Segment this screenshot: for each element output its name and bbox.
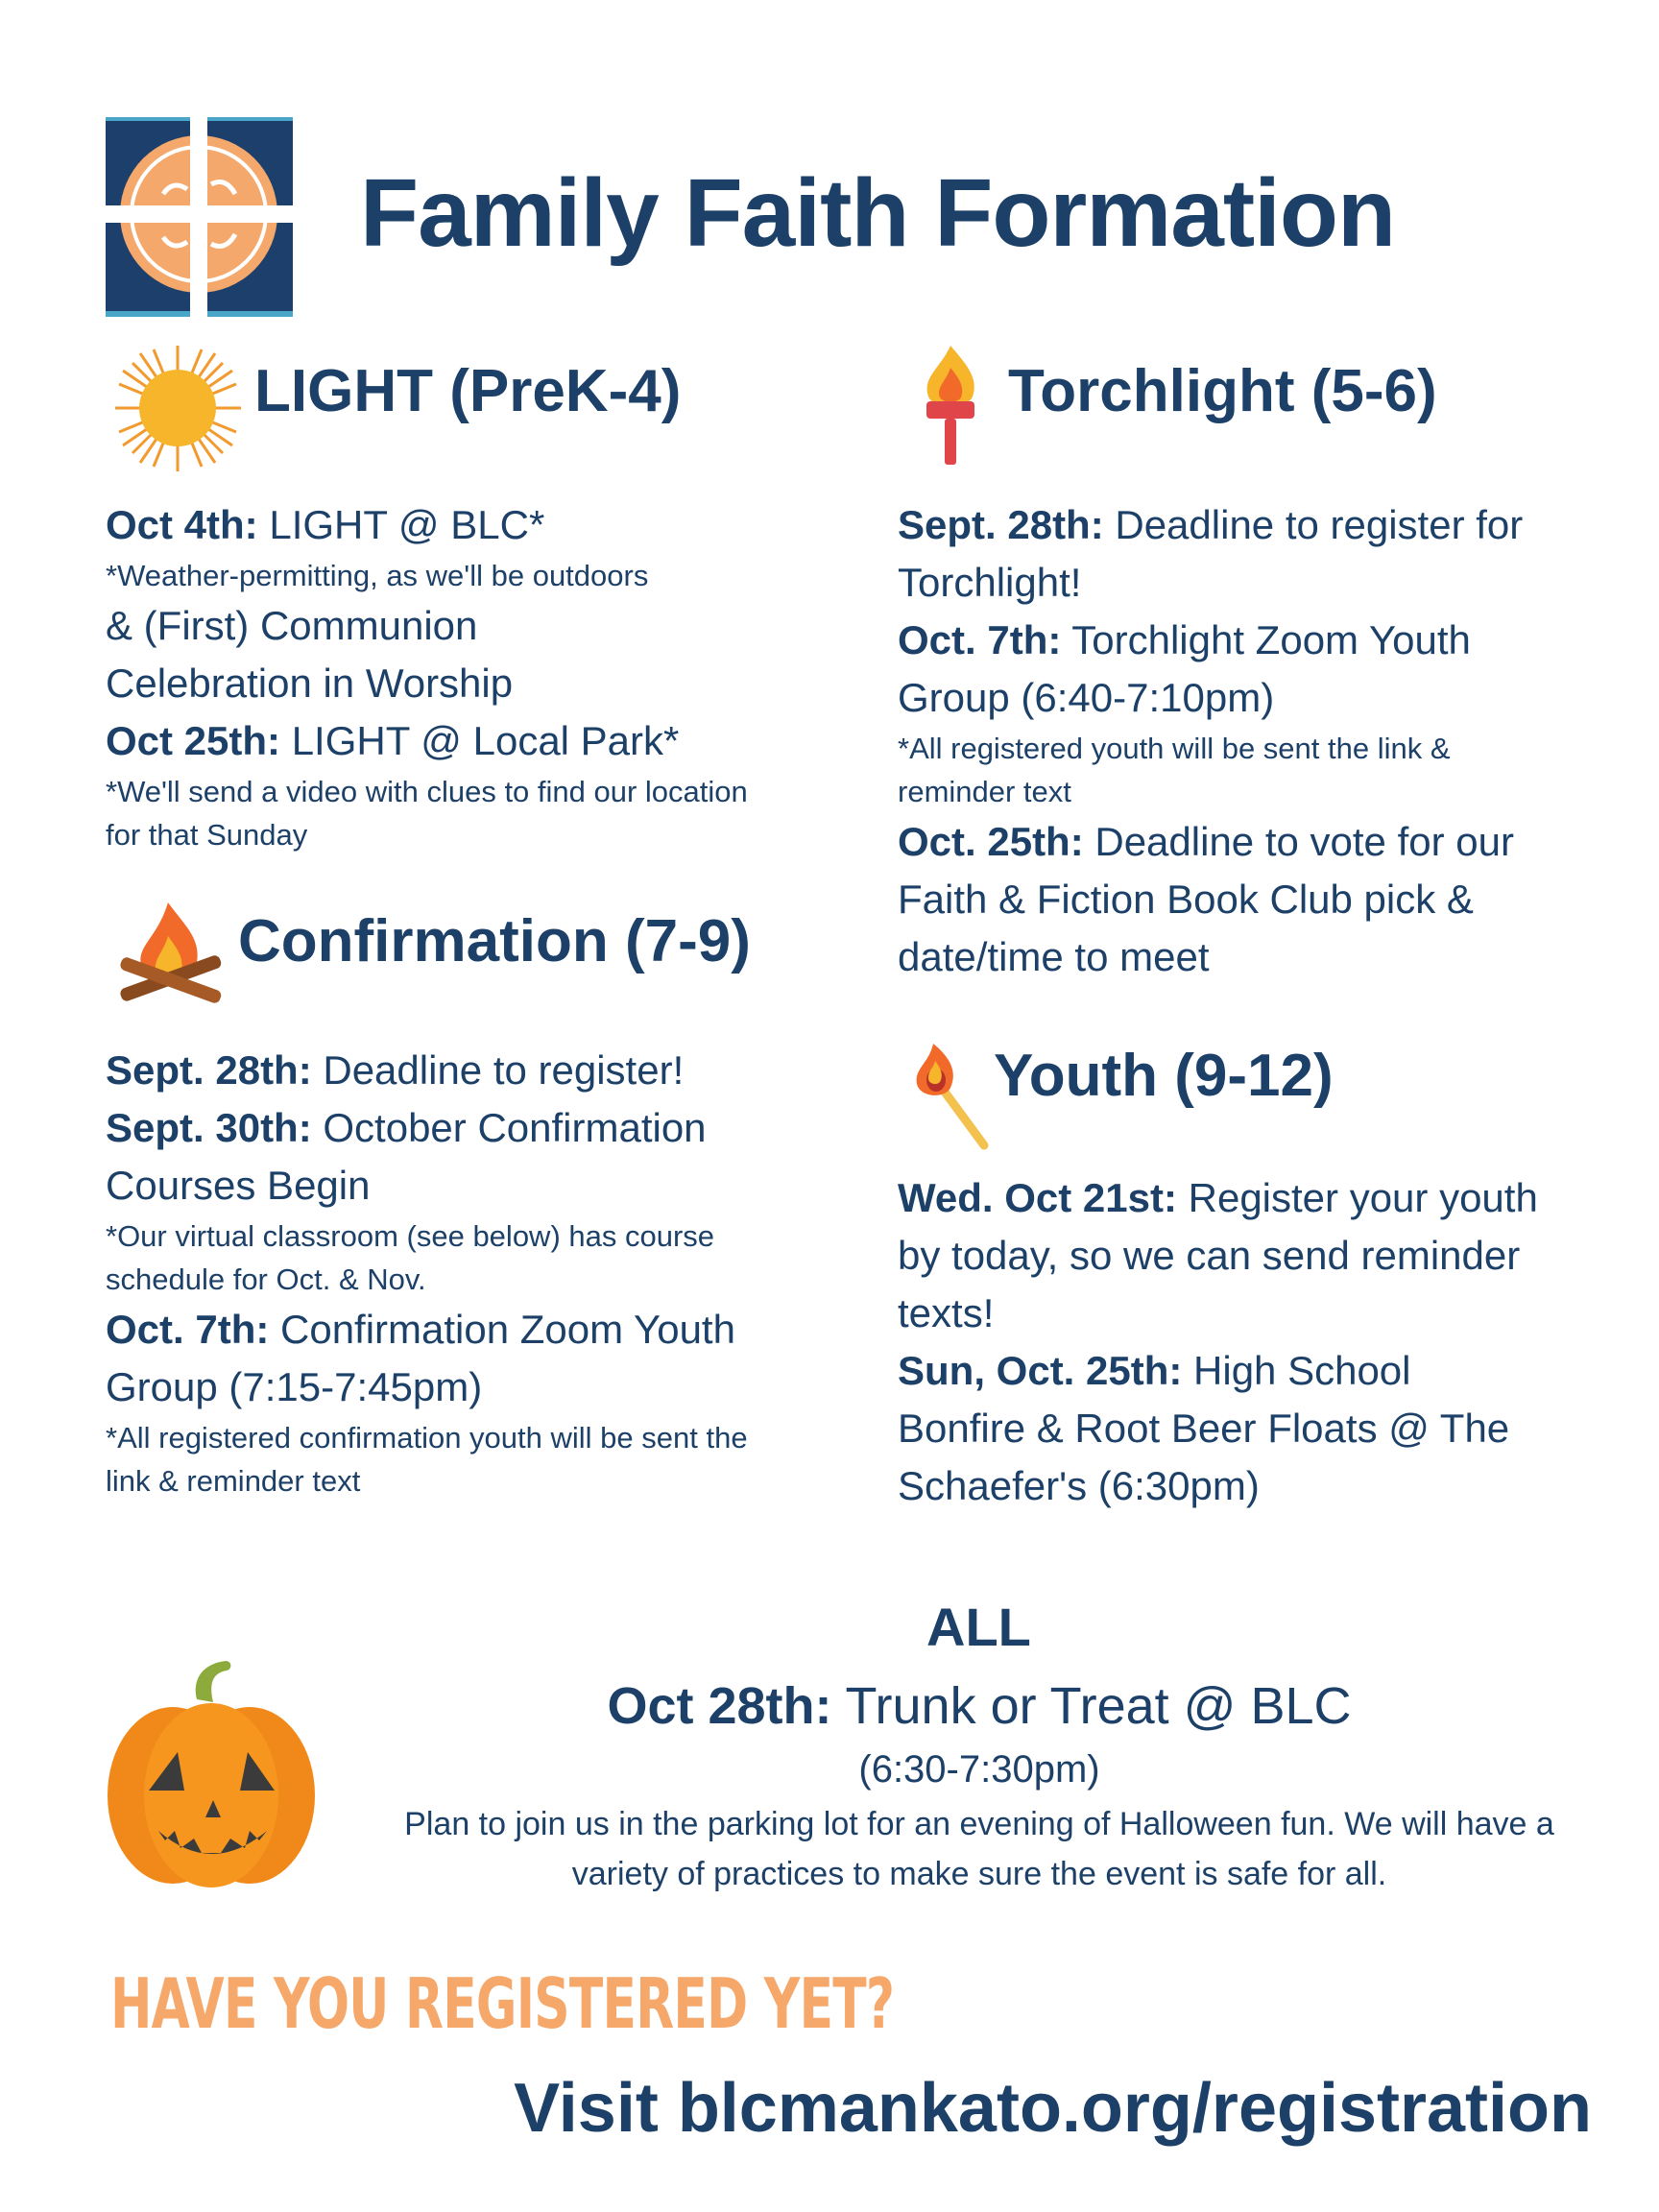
- item-text: Deadline to vote for our Faith & Fiction Book Club pick & date/time to meet: [898, 819, 1514, 979]
- torchlight-heading: Torchlight (5-6): [1008, 358, 1437, 424]
- event-description: Plan to join us in the parking lot for an evening of Halloween fun. We will have a variety of practices to make sure the event is safe for all.: [404, 1806, 1554, 1892]
- list-item: [106, 1099, 720, 1214]
- light-list: [106, 496, 797, 856]
- item-date: Sept. 30th:: [106, 1105, 312, 1150]
- item-date: Oct. 7th:: [898, 617, 1062, 662]
- page-title: Family Faith Formation: [360, 159, 1396, 267]
- pumpkin-icon: [106, 1656, 317, 1891]
- all-event: [365, 1672, 1594, 1899]
- item-text: Torchlight Zoom Youth Group (6:40-7:10pm): [898, 617, 1471, 720]
- item-text: LIGHT @ BLC*: [257, 502, 545, 547]
- list-item: & (First) Communion Celebration in Worship: [106, 603, 514, 706]
- registration-link[interactable]: Visit blcmankato.org/registration: [514, 2070, 1592, 2147]
- item-date: Oct 25th:: [106, 718, 281, 763]
- item-date: Sun, Oct. 25th:: [898, 1348, 1183, 1393]
- item-note: *All registered youth will be sent the link & reminder text: [898, 732, 1451, 808]
- list-item: [898, 1169, 1570, 1342]
- item-date: Oct. 25th:: [898, 819, 1084, 864]
- event-name: Trunk or Treat @ BLC: [831, 1677, 1352, 1735]
- item-date: Sept. 28th:: [898, 502, 1104, 547]
- item-date: Wed. Oct 21st:: [898, 1175, 1177, 1220]
- confirmation-list: [106, 1042, 797, 1503]
- match-icon: [912, 1042, 994, 1152]
- item-note: *All registered confirmation youth will be sent the link & reminder text: [106, 1421, 748, 1498]
- item-text: Register your youth by today, so we can send reminder texts!: [898, 1175, 1538, 1335]
- youth-list: [898, 1169, 1589, 1515]
- list-item: [106, 712, 797, 770]
- confirmation-heading: Confirmation (7-9): [238, 908, 751, 974]
- list-item: [106, 496, 797, 554]
- item-text: October Confirmation Courses Begin: [106, 1105, 707, 1208]
- list-item: [898, 612, 1589, 727]
- campfire-icon: [113, 898, 224, 1003]
- item-date: Oct. 7th:: [106, 1307, 270, 1352]
- event-title: [365, 1672, 1594, 1740]
- registration-question: HAVE YOU REGISTERED YET?: [110, 1963, 895, 2044]
- list-item: [898, 496, 1551, 612]
- item-note: *Weather-permitting, as we'll be outdoors: [106, 559, 649, 592]
- all-heading: ALL: [926, 1597, 1031, 1657]
- item-text: Confirmation Zoom Youth Group (7:15-7:45pm): [106, 1307, 735, 1409]
- cross-logo-icon: [106, 117, 293, 317]
- sun-icon: [113, 344, 243, 473]
- item-note: *We'll send a video with clues to find our location for that Sunday: [106, 775, 748, 852]
- list-item: [106, 1301, 758, 1416]
- event-time: (6:30-7:30pm): [858, 1748, 1100, 1791]
- list-item: [898, 813, 1551, 986]
- list-item: [106, 1042, 797, 1099]
- item-note: *Our virtual classroom (see below) has course schedule for Oct. & Nov.: [106, 1219, 715, 1296]
- torchlight-list: [898, 496, 1589, 986]
- item-text: Deadline to register!: [311, 1047, 685, 1093]
- light-heading: LIGHT (PreK-4): [254, 358, 682, 424]
- torch-icon: [917, 344, 984, 469]
- item-date: Oct 4th:: [106, 502, 258, 547]
- youth-heading: Youth (9-12): [994, 1043, 1334, 1109]
- item-text: LIGHT @ Local Park*: [280, 718, 680, 763]
- item-text: High School Bonfire & Root Beer Floats @ The Schaefer's (6:30pm): [898, 1348, 1510, 1508]
- item-text: Deadline to register for Torchlight!: [898, 502, 1524, 605]
- list-item: [898, 1342, 1512, 1515]
- item-date: Sept. 28th:: [106, 1047, 312, 1093]
- event-date: Oct 28th:: [607, 1677, 832, 1735]
